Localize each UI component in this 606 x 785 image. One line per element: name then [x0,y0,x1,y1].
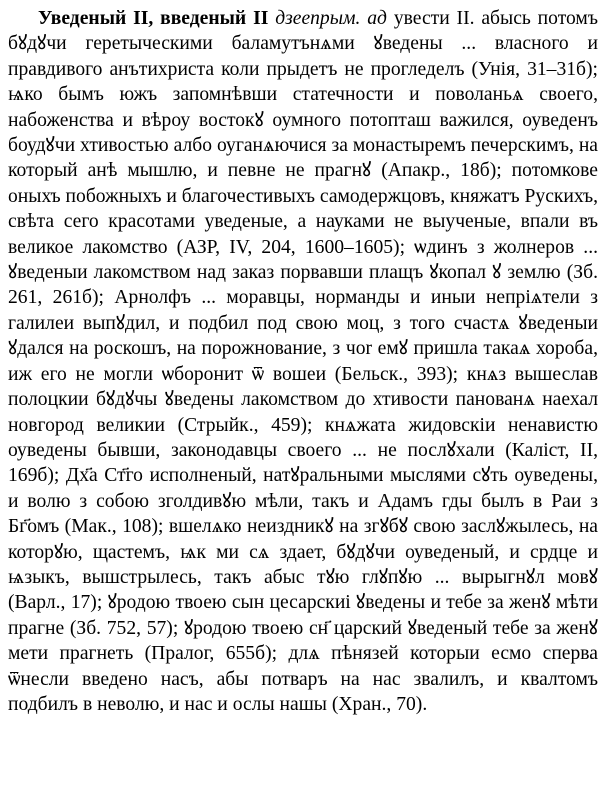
headword: Уведеный II, введеный II [38,8,269,29]
grammar-label: дзеепрым. ад [275,8,387,29]
source-verb: увести II. [393,8,475,29]
dictionary-entry [8,6,598,717]
entry-body: абысь потомъ бꙋдꙋчи геретыческими баламутънѧми ꙋведены ... власного и правдивого анътихриста коли прыдетъ не прогледелъ (Унія, 31–31б); ѩко бымъ южъ запомнѣвши статечности и поволаньѧ своего, набоженства и вѣроу востокꙋ оумного потопташ важился, оуведенъ боудꙋчи хтивостью албо оуганѧючися за монастыремъ печерскимъ, на который анѣ мышлю, и певне не прагнꙋ (Апакр., 18б); потомкове оныхъ побожныхъ и благочестивыхъ самодержцовъ, княжатъ Рускихъ, свѣта сего красотами уведеные, а науками не выученые, впали въ великое лакомство (АЗР, IV, 204, 1600–1605); ѡдинъ з жолнеров ... ꙋведеныи лакомством над заказ порвавши плащъ ꙋкопал ꙋ землю (Зб. 261, 261б); Арнолфъ ... моравцы, норманды и иныи непріѧтели з галилеи выпꙋдил, и подбил под свою моц, з того счастѧ ꙋведеныи ꙋдался на роскошъ, на порожнование, з чоr емꙋ пришла такаѧ хороба, иж его не могли ѡборонит ѿ вошеи (Бельск., 393); кнѧз вышеслав полоцкии бꙋдꙋчы ꙋведены лакомством до хтивости панованѧ наехал новгород великии (Стрыйк., 459); кнѧжата жидовскіи ненавистю оуведены бывши, законодавцы своего ... не послꙋхали (Каліст, II, 169б); Дх҃а Ст҃го исполненый, натꙋральными мыслями сꙋть оуведены, и волю з собою зголдивꙋю мѣли, такъ и Адамъ гды былъ в Раи з Бг҃омъ (Мак., 108); вшелѧко неиздникꙋ на згꙋбꙋ свою заслꙋжылесь, на которꙋю, щастемъ, ѩк ми сѧ здает, бꙋдꙋчи оуведеный, и срдце и ѩзыкъ, вышстрылесь, такъ абыс тꙋю глꙋпꙋю ... вырыгнꙋл мовꙋ (Варл., 17); ꙋродою твоею сын цесарскиі ꙋведены и тебе за женꙋ мѣти прагне (Зб. 752, 57); ꙋродою твоею сн҃ царский ꙋведеный тебе за женꙋ мети прагнеть (Пралог, 655б); длѧ пѣнязей которыи есмо сперва ѿнесли введено насъ, абы потваръ на нас звалилъ, и квалтомъ подбилъ в неволю, и нас и ослы нашы (Хран., 70). [8,8,598,715]
